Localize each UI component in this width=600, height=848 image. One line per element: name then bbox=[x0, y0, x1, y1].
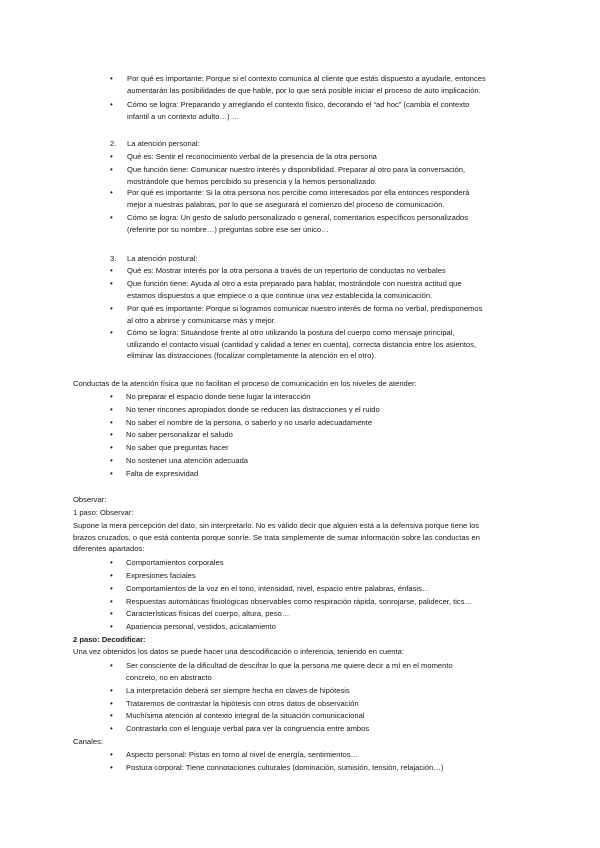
list-item bbox=[126, 391, 536, 403]
text-line: • Características físicas del cuerpo, altura, peso… bbox=[126, 609, 290, 618]
section-heading bbox=[73, 736, 533, 748]
text-line: • Contrastarlo con el lenguaje verbal para ver la congruencia entre ambos bbox=[126, 724, 370, 733]
text-line: concreto, no en abstracto bbox=[126, 672, 212, 682]
list-item bbox=[126, 429, 536, 441]
text-line: • Ser consciente de la dificultad de descifrar lo que la persona me quiere decir a mí en el momento bbox=[126, 661, 453, 670]
text-line: • La interpretación deberá ser siempre hecha en claves de hipótesis bbox=[126, 686, 350, 695]
list-item bbox=[127, 278, 537, 301]
text-line: infantil a un contexto adulto…) … bbox=[127, 111, 240, 121]
list-item bbox=[127, 99, 537, 122]
section-number: 3. bbox=[110, 254, 117, 263]
text-line: • Por qué es importante: Porque si logramos comunicar nuestro interés de forma no verbal, predisponemos bbox=[127, 304, 483, 313]
text-line: • Cómo se logra: Preparando y arreglando el contexto físico, decorando el “ad hoc” (cambia el contexto bbox=[127, 100, 470, 109]
list-item bbox=[127, 327, 537, 362]
text-line: estamos dispuestos a que empiece o a que continue una vez establecida la comunicación. bbox=[127, 290, 433, 300]
text-line: utilizando el contacto visual (cantidad y calidad a tener en cuenta), correcta distancia entre los asientos, bbox=[127, 339, 477, 349]
list-item bbox=[126, 455, 536, 467]
list-item bbox=[126, 583, 536, 595]
text-line: • Qué es: Mostrar interés por la otra persona a través de un repertorio de conductas no verbales bbox=[127, 266, 446, 275]
text-line: • Postura corporal: Tiene connotaciones culturales (dominación, sumisión, tensión, relajación…) bbox=[126, 763, 444, 772]
text-line: • No tener rincones apropiados donde se reducen las distracciones y el ruido bbox=[126, 405, 380, 414]
text-line: • Cómo se logra: Situándose frente al otro utilizando la postura del cuerpo como mensaje principal, bbox=[127, 328, 455, 337]
section-number: 2. bbox=[110, 139, 117, 148]
list-item bbox=[126, 685, 536, 697]
list-item bbox=[126, 749, 536, 761]
text-line: Observar: bbox=[73, 495, 107, 504]
text-line: • Falta de expresividad bbox=[126, 469, 199, 478]
section-title: La atención postural: bbox=[127, 254, 198, 263]
list-item bbox=[126, 723, 536, 735]
text-line: mejor a nuestras palabras, por lo que se asegurará el comienzo del proceso de comunicación. bbox=[127, 199, 445, 209]
text-line: • Qué es: Sentir el reconocimiento verbal de la presencia de la otra persona bbox=[127, 152, 377, 161]
text-line: • Por qué es importante: Porque si el contexto comunica al cliente que estás dispuesto a ayudarle, entonces bbox=[127, 74, 486, 83]
step-heading bbox=[73, 634, 533, 646]
text-line: • Muchísima atención al contexto integral de la situación comunicacional bbox=[126, 711, 365, 720]
step-heading bbox=[73, 507, 533, 519]
list-item bbox=[126, 660, 536, 683]
text-line: • Aspecto personal: Pistas en torno al nivel de energía, sentimientos… bbox=[126, 750, 359, 759]
text-line: • No saber personalizar el saludo bbox=[126, 430, 233, 439]
text-line: • Comportamientos corporales bbox=[126, 558, 224, 567]
paragraph bbox=[73, 378, 533, 390]
text-line: (referirte por su nombre…) preguntas sobre ese ser único… bbox=[127, 224, 329, 234]
list-item bbox=[126, 710, 536, 722]
text-line: diferentes apartados: bbox=[73, 544, 145, 554]
list-item bbox=[126, 621, 536, 633]
list-item bbox=[126, 608, 536, 620]
list-item bbox=[127, 164, 537, 187]
section-title: La atención personal: bbox=[127, 139, 200, 148]
text-line: Canales: bbox=[73, 737, 103, 746]
text-line: • No sostener una atención adecuada bbox=[126, 456, 249, 465]
paragraph bbox=[73, 646, 533, 658]
text-line: 2 paso: Decodificar: bbox=[73, 635, 146, 644]
list-item bbox=[126, 404, 536, 416]
list-item bbox=[127, 73, 537, 96]
text-line: • Apariencia personal, vestidos, acicalamiento bbox=[126, 622, 276, 631]
list-item bbox=[127, 212, 537, 235]
section-heading bbox=[73, 494, 533, 506]
text-line: aumentarán las posibilidades de que hable, por lo que será posible iniciar el proceso de auto implicación. bbox=[127, 85, 481, 95]
text-line: • No saber el nombre de la persona, o saberlo y no usarlo adecuadamente bbox=[126, 418, 373, 427]
list-item bbox=[126, 468, 536, 480]
text-line: Conductas de la atención física que no facilitan el proceso de comunicación en los niveles de atender: bbox=[73, 379, 417, 388]
text-line: • Cómo se logra: Un gesto de saludo personalizado o general, comentarios específicos personalizados bbox=[127, 213, 469, 222]
text-line: • Que función tiene: Comunicar nuestro interés y disponibilidad. Preparar al otro para la conversación, bbox=[127, 165, 466, 174]
text-line: • Que función tiene: Ayuda al otro a esta preparado para hablar, mostrándole con nuestra actitud que bbox=[127, 279, 462, 288]
text-line: mostrándole que hemos percibido su presencia y la hemos personalizado. bbox=[127, 176, 377, 186]
text-line: Una vez obtenidos los datos se puede hacer una descodificación o inferencia, teniendo en cuenta: bbox=[73, 647, 404, 656]
list-item bbox=[127, 187, 537, 210]
list-item bbox=[127, 303, 537, 326]
list-item bbox=[126, 570, 536, 582]
text-line: • Expresiones faciales bbox=[126, 571, 196, 580]
list-item bbox=[126, 596, 536, 608]
text-line: • Respuestas automáticas fisiológicas observables como respiración rápida, sonrojarse, palidecer, tics… bbox=[126, 597, 473, 606]
list-item bbox=[126, 442, 536, 454]
text-line: • No preparar el espacio donde tiene lugar la interacción bbox=[126, 392, 311, 401]
text-line: 1 paso: Observar: bbox=[73, 508, 134, 517]
text-line: Supone la mera percepción del dato, sin interpretarlo. No es válido decir que alguien está a la defensiva porque tiene los bbox=[73, 521, 480, 530]
list-item bbox=[126, 557, 536, 569]
text-line: eliminar las distracciones (focalizar completamente la atención en el otro). bbox=[127, 351, 377, 361]
text-line: • Trataremos de contrastar la hipótesis con otros datos de observación bbox=[126, 699, 359, 708]
text-line: brazos cruzados, o que está contenta porque sonríe. Se trata simplemente de sumar información sobre las conductas en bbox=[73, 532, 480, 542]
text-line: • Por qué es importante: Si la otra persona nos percibe como interesados por ella entonces responderá bbox=[127, 188, 470, 197]
text-line: al otro a abrirse y comunicarse más y mejor. bbox=[127, 315, 276, 325]
list-item bbox=[126, 698, 536, 710]
list-item bbox=[126, 417, 536, 429]
list-item bbox=[127, 151, 537, 163]
text-line: • No saber que preguntas hacer bbox=[126, 443, 229, 452]
list-item bbox=[126, 762, 536, 774]
list-item bbox=[127, 265, 537, 277]
text-line: • Comportamientos de la voz en el tono, intensidad, nivel, espacio entre palabras, énfasis… bbox=[126, 584, 430, 593]
paragraph bbox=[73, 520, 533, 555]
